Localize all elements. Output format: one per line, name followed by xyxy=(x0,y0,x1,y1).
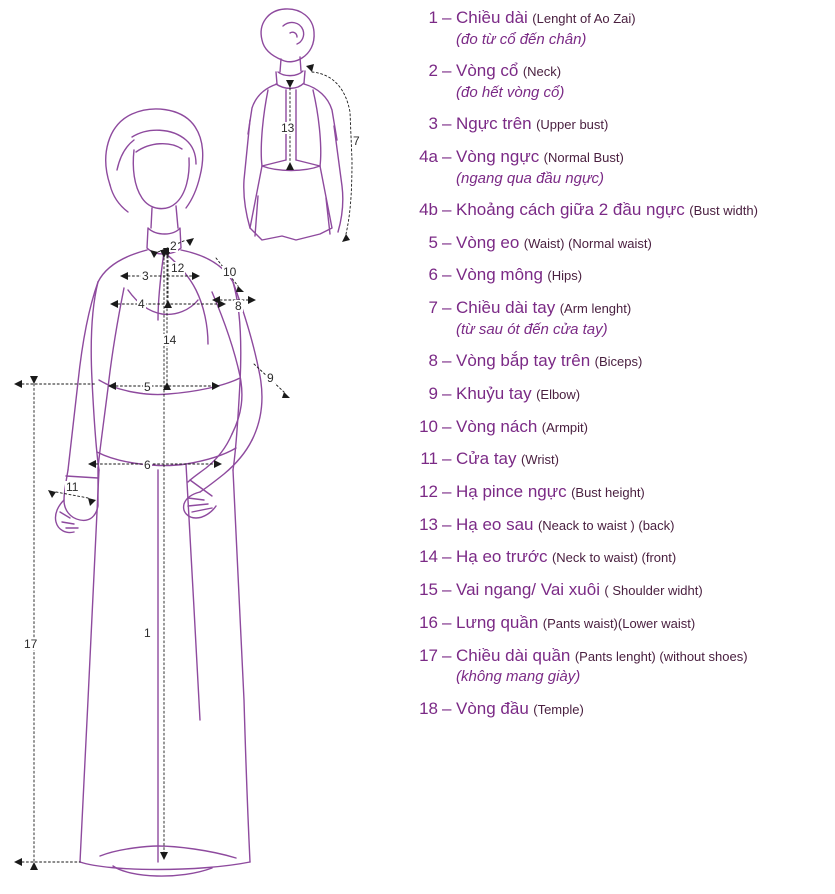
legend-item xyxy=(392,8,835,49)
dimension-label-8: 8 xyxy=(235,299,242,313)
legend-en: (Pants waist)(Lower waist) xyxy=(542,615,696,631)
legend-item xyxy=(392,200,835,221)
legend-vn: Vòng eo xyxy=(456,232,520,252)
legend-number: 5 xyxy=(428,232,438,252)
legend-en: (Elbow) xyxy=(536,386,581,402)
legend-dash: – xyxy=(442,199,452,219)
legend-item xyxy=(392,61,835,102)
legend-en: (Upper bust) xyxy=(536,117,609,133)
legend-vn: Vòng đầu xyxy=(456,698,529,718)
legend-vn: Vòng ngực xyxy=(456,146,540,166)
legend-text xyxy=(442,200,835,221)
legend-dash: – xyxy=(442,61,452,81)
legend-sub: (từ sau ót đến cửa tay) xyxy=(456,320,608,338)
legend-number: 14 xyxy=(419,547,438,567)
legend-en: (Pants lenght) (without shoes) xyxy=(574,648,748,664)
dimension-label-12: 12 xyxy=(171,261,185,275)
legend-number: 4a xyxy=(419,146,438,166)
legend-item xyxy=(392,417,835,438)
dimension-label-2: 2 xyxy=(170,239,177,253)
legend-number: 18 xyxy=(419,698,438,718)
legend-en: (Hips) xyxy=(547,268,583,284)
dimension-label-10: 10 xyxy=(223,265,237,279)
dimension-label-6: 6 xyxy=(144,458,151,472)
legend-vn: Lưng quần xyxy=(456,612,539,632)
legend-item xyxy=(392,613,835,634)
legend-dash: – xyxy=(442,482,452,501)
legend-number: 1 xyxy=(428,8,438,27)
legend-text xyxy=(442,449,835,470)
legend-number: 17 xyxy=(419,645,438,665)
legend-text xyxy=(442,147,835,188)
dimension-label-13: 13 xyxy=(281,121,295,135)
legend-item xyxy=(392,384,835,405)
legend-number: 4b xyxy=(419,199,438,219)
dimension-lines xyxy=(22,72,352,862)
legend-dash: – xyxy=(442,232,452,252)
legend-vn: Vòng mông xyxy=(456,265,543,285)
legend-text xyxy=(442,417,835,438)
legend-dash: – xyxy=(442,265,452,285)
dimension-label-17: 17 xyxy=(24,637,38,651)
legend-en: (Bust width) xyxy=(689,202,758,218)
legend-text xyxy=(442,699,835,720)
legend-vn: Hạ pince ngực xyxy=(456,482,567,501)
legend-vn: Chiều dài xyxy=(456,8,528,27)
legend-text xyxy=(442,298,835,339)
legend-number: 2 xyxy=(428,61,438,81)
legend-item xyxy=(392,482,835,503)
legend-number: 16 xyxy=(419,612,438,632)
legend-number: 10 xyxy=(419,416,438,436)
legend-vn: Hạ eo trước xyxy=(456,547,548,567)
legend-item xyxy=(392,547,835,568)
legend-en: (Bust height) xyxy=(571,485,645,500)
legend-en: (Temple) xyxy=(533,701,584,717)
legend-text xyxy=(442,580,835,601)
legend-sub: (không mang giày) xyxy=(456,668,581,686)
legend-number: 15 xyxy=(419,580,438,600)
legend-dash: – xyxy=(442,298,452,318)
dimension-label-11: 11 xyxy=(66,480,79,494)
legend-vn: Khoảng cách giữa 2 đầu ngực xyxy=(456,199,685,219)
legend-item xyxy=(392,298,835,339)
legend-text xyxy=(442,613,835,634)
legend-vn: Vòng cổ xyxy=(456,61,519,81)
legend-number: 13 xyxy=(419,514,438,534)
legend-number: 8 xyxy=(428,351,438,371)
legend-text xyxy=(442,114,835,135)
legend-dash: – xyxy=(442,547,452,567)
legend-dash: – xyxy=(442,698,452,718)
dimension-label-7: 7 xyxy=(353,134,360,148)
legend-sub: (đo hết vòng cổ) xyxy=(456,83,565,101)
legend-text xyxy=(442,61,835,102)
legend-en: (Armpit) xyxy=(541,419,588,435)
dimension-label-3: 3 xyxy=(142,269,149,283)
legend-en: (Normal Bust) xyxy=(543,149,624,165)
legend-dash: – xyxy=(442,8,452,27)
legend-dash: – xyxy=(442,114,452,134)
legend-vn: Vòng nách xyxy=(456,416,538,436)
legend-vn: Hạ eo sau xyxy=(456,514,534,534)
legend-en: (Neck) xyxy=(522,64,562,80)
dimension-arrowheads xyxy=(14,64,350,870)
legend-text xyxy=(442,265,835,286)
legend-en: (Lenght of Ao Zai) xyxy=(532,11,636,26)
legend-dash: – xyxy=(442,351,452,371)
legend-number: 9 xyxy=(428,383,438,403)
legend-vn: Chiều dài quần xyxy=(456,645,571,665)
legend-item xyxy=(392,449,835,470)
legend-dash: – xyxy=(442,146,452,166)
legend-number: 6 xyxy=(428,265,438,285)
legend-en: (Neack to waist ) (back) xyxy=(537,517,675,533)
legend-vn: Ngực trên xyxy=(456,114,532,134)
legend-text xyxy=(442,646,835,687)
dimension-label-14: 14 xyxy=(163,333,177,347)
measurement-legend xyxy=(392,8,835,731)
legend-number: 12 xyxy=(419,482,438,501)
dimension-label-9: 9 xyxy=(267,371,274,385)
legend-item xyxy=(392,515,835,536)
dimension-label-4: 4 xyxy=(138,297,145,311)
legend-text xyxy=(442,515,835,536)
legend-text xyxy=(442,233,835,254)
legend-vn: Khuỷu tay xyxy=(456,383,532,403)
legend-en: (Wrist) xyxy=(520,452,559,468)
legend-en: (Biceps) xyxy=(594,354,643,370)
legend-item xyxy=(392,265,835,286)
legend-text xyxy=(442,482,835,503)
legend-en: (Neck to waist) (front) xyxy=(551,550,677,566)
legend-dash: – xyxy=(442,580,452,600)
legend-item xyxy=(392,147,835,188)
legend-vn: Vòng bắp tay trên xyxy=(456,351,591,371)
legend-dash: – xyxy=(442,383,452,403)
legend-en: (Arm lenght) xyxy=(559,301,632,317)
figure-illustration xyxy=(0,0,400,894)
legend-en: ( Shoulder widht) xyxy=(604,583,703,599)
dimension-label-1: 1 xyxy=(144,626,151,640)
legend-text xyxy=(442,547,835,568)
legend-item xyxy=(392,646,835,687)
legend-text xyxy=(442,351,835,372)
legend-dash: – xyxy=(442,612,452,632)
legend-text xyxy=(442,384,835,405)
legend-vn: Vai ngang/ Vai xuôi xyxy=(456,580,600,600)
legend-number: 3 xyxy=(428,114,438,134)
legend-en: (Waist) (Normal waist) xyxy=(523,235,652,251)
legend-sub: (ngang qua đầu ngực) xyxy=(456,169,604,187)
legend-dash: – xyxy=(442,416,452,436)
legend-item xyxy=(392,351,835,372)
legend-item xyxy=(392,580,835,601)
legend-item xyxy=(392,114,835,135)
legend-dash: – xyxy=(442,449,452,469)
legend-number: 7 xyxy=(428,298,438,318)
legend-text xyxy=(442,8,835,49)
legend-number: 11 xyxy=(420,449,438,469)
legend-sub: (đo từ cổ đến chân) xyxy=(456,30,587,48)
legend-item xyxy=(392,233,835,254)
legend-vn: Chiều dài tay xyxy=(456,298,556,318)
dimension-label-5: 5 xyxy=(144,380,151,394)
legend-vn: Cửa tay xyxy=(456,449,517,469)
legend-dash: – xyxy=(442,645,452,665)
front-view-figure xyxy=(55,109,261,876)
legend-item xyxy=(392,699,835,720)
legend-dash: – xyxy=(442,514,452,534)
